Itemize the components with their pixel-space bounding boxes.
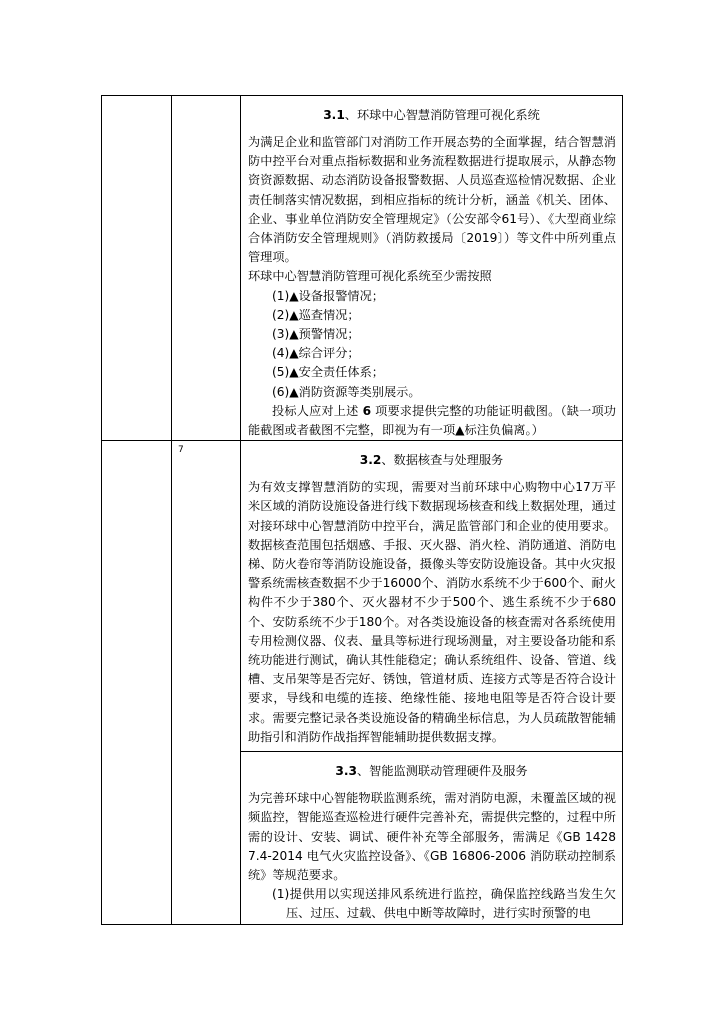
content-cell <box>241 441 623 924</box>
list-item: (4)▲综合评分； <box>272 346 360 361</box>
section-paragraph: 为有效支撑智慧消防的实现，需要对当前环球中心购物中心17万平米区域的消防设施设备进行线下数据现场核查和线上数据处理，通过对接环球中心智慧消防中控平台，满足监管部门和企业的使用要求。数据核查范围包括烟感、手报、灭火器、消火栓、消防通道、消防电梯、防火卷帘等消防设施设备，摄像头等安防设施设备。其中火灾报警系统需核查数据不少于16000个、消防水系统不少于600个、耐火构件不少于380个、灭火器材不少于500个、逃生系统不少于680个、安防系统不少于180个。对各类设施设备的核查需对各系统使用专用检测仪器、仪表、量具等标进行现场测量，对主要设备功能和系统功能进行测试，确认其性能稳定；确认系统组件、设备、管道、线槽、支吊架等是否完好、锈蚀，管道材质、连接方式等是否符合设计要求，导线和电缆的连接、绝缘性能、接地电阻等是否符合设计要求。需要完整记录各类设施设备的精确坐标信息，为人员疏散智能辅助指引和消防作战指挥智能辅助提供数据支撑。 <box>248 480 616 744</box>
list-item: (3)▲预警情况； <box>272 327 360 342</box>
section-number: 3.1 <box>323 108 345 122</box>
section-title: 、智能监测联动管理硬件及服务 <box>356 764 528 779</box>
requirements-table <box>101 95 623 925</box>
table-row <box>102 96 623 441</box>
section-heading <box>241 96 622 133</box>
section-title: 、数据核查与处理服务 <box>381 453 504 468</box>
section-paragraph: 为完善环球中心智能物联监测系统，需对消防电源，未覆盖区域的视频监控，智能巡查巡检进行硬件完善补充，需提供完整的，过程中所需的设计、安装、调试、硬件补充等全部服务，需满足《GB 14287.4-2014 电气火灾监控设备》、《GB 16806-2006 消防联动控制系统》等规范要求。 <box>248 791 616 882</box>
section-heading <box>241 441 622 478</box>
section-lead: 环球中心智慧消防管理可视化系统至少需按照 <box>248 269 492 284</box>
list-item: (1)▲设备报警情况； <box>272 288 384 303</box>
number-cell <box>172 96 241 441</box>
table-row <box>102 441 623 924</box>
list-item: (5)▲安全责任体系； <box>272 365 384 380</box>
blank-cell <box>102 441 172 924</box>
section-title: 、环球中心智慧消防管理可视化系统 <box>344 108 540 122</box>
section-number: 3.3 <box>335 764 357 779</box>
section-number: 3.2 <box>359 453 382 468</box>
section-heading <box>241 752 622 789</box>
number-cell: 7 <box>172 441 241 924</box>
bidder-note: 投标人应对上述 6 项要求提供完整的功能证明截图。（缺一项功能截图或者截图不完整，即视为有一项▲标注负偏离。） <box>248 403 616 438</box>
list-item: (2)▲巡查情况； <box>272 307 360 322</box>
section-paragraph: 为满足企业和监管部门对消防工作开展态势的全面掌握，结合智慧消防中控平台对重点指标数据和业务流程数据进行提取展示，从静态物资资源数据、动态消防设备报警数据、人员巡查巡检情况数据、企业责任制落实情况数据，到相应指标的统计分析，涵盖《机关、团体、企业、事业单位消防安全管理规定》（公安部令61号）、《大型商业综合体消防安全管理规则》（消防救援局〔2019〕）等文件中所列重点管理项。 <box>248 135 616 265</box>
content-cell <box>241 96 623 441</box>
list-item: (6)▲消防资源等类别展示。 <box>272 384 421 399</box>
list-item: (1)提供用以实现送排风系统进行监控，确保监控线路当发生欠压、过压、过载、供电中断等故障时，进行实时预警的电 <box>272 887 616 921</box>
blank-cell <box>102 96 172 441</box>
